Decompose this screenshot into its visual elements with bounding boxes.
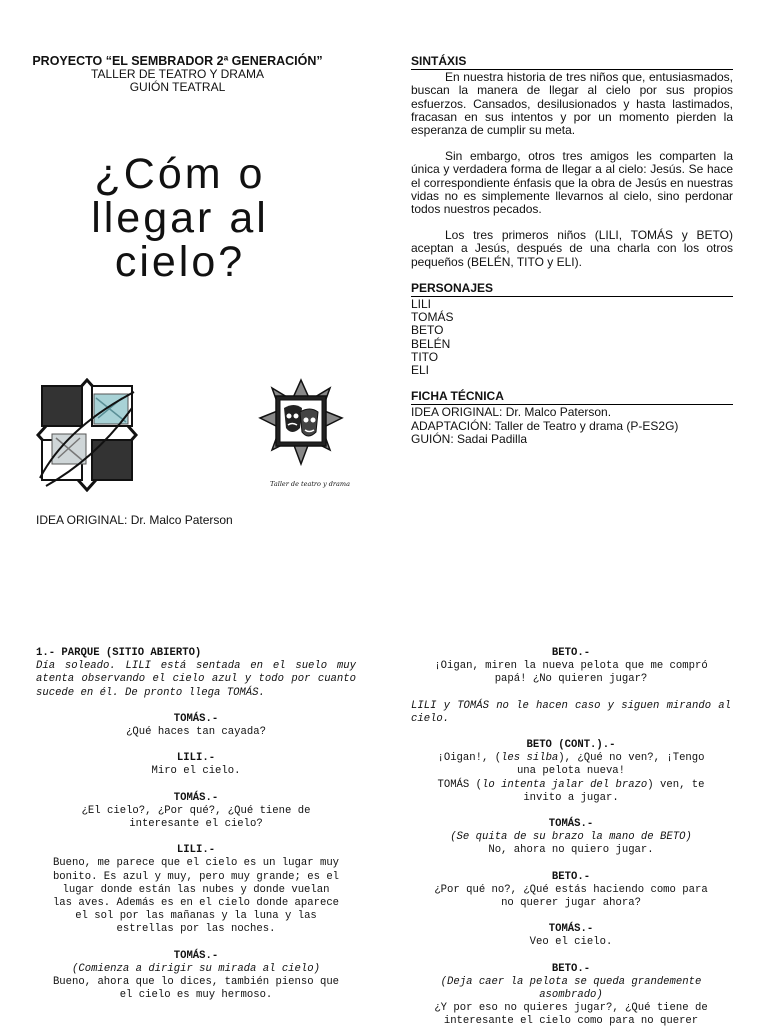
character-cue: LILI.- <box>176 752 216 765</box>
dialogue-line: una pelota nueva! <box>516 765 626 778</box>
dialogue-line: Miro el cielo. <box>151 765 241 778</box>
dialogue-line: ¡Oigan, miren la nueva pelota que me compró <box>434 660 708 673</box>
synopsis-paragraph: Sin embargo, otros tres amigos les comparten la única y verdadera forma de llegar a al cielo: Jesús. Se hace el correspondiente énfasis que la obra de Jesús en nuestras vidas no es simplemente llevarnos al cielo, sino perdonar todos nuestros pecados. <box>411 149 733 217</box>
synopsis-paragraph: En nuestra historia de tres niños que, entusiasmados, buscan la manera de llegar al cielo por sus propios esfuerzos. Cansados, desilusionados y hasta lastimados, fracasan en sus intentos y por un momento pierden la esperanza de cumplir su meta. <box>411 70 733 138</box>
dialogue-line: Bueno, ahora que lo dices, también pienso que <box>52 976 340 989</box>
dialogue-line: papá! ¿No quieren jugar? <box>494 673 648 686</box>
script-type: GUIÓN TEATRAL <box>129 80 226 94</box>
dialogue-line: TOMÁS (lo intenta jalar del brazo) ven, te <box>437 778 705 791</box>
tech-script: GUIÓN: Sadai Padilla <box>411 431 528 446</box>
dialogue-line: Bueno, me parece que el cielo es un lugar muy <box>52 857 340 870</box>
dialogue-line: interesante el cielo? <box>129 818 263 831</box>
dialogue-line: ¿Por qué no?, ¿Qué estás haciendo como para <box>434 883 708 896</box>
dialogue-line: invito a jugar. <box>523 791 619 804</box>
dialogue-line: ¿Qué haces tan cayada? <box>126 726 266 739</box>
character-item: LILI <box>411 297 432 312</box>
synopsis-heading: SINTÁXIS <box>411 55 733 70</box>
character-cue: TOMÁS.- <box>173 712 219 725</box>
character-cue: BETO.- <box>551 870 591 883</box>
dialogue-line: ¿Y por eso no quieres jugar?, ¿Qué tiene de <box>434 1002 708 1015</box>
character-cue: TOMÁS.- <box>173 949 219 962</box>
dialogue-line: ¡Oigan!, (les silba), ¿Qué no ven?, ¡Tengo <box>437 752 705 765</box>
original-idea-credit: IDEA ORIGINAL: Dr. Malco Paterson <box>36 513 233 527</box>
character-cue: BETO (CONT.).- <box>526 739 616 752</box>
play-title <box>40 152 320 284</box>
character-cue: TOMÁS.- <box>173 791 219 804</box>
action-text: Día soleado. LILI está sentada en el suelo muy atenta observando el cielo azul y todo por cuanto sucede en él. De pronto llega TOMÁS. <box>36 660 356 699</box>
parenthetical: (Deja caer la pelota se queda grandemente <box>440 975 702 988</box>
parenthetical: asombrado) <box>539 989 603 1002</box>
play-title-line-3: cielo? <box>114 238 246 286</box>
dialogue-line: No, ahora no quiero jugar. <box>488 844 654 857</box>
dialogue-line: ¿El cielo?, ¿Por qué?, ¿Qué tiene de <box>81 804 311 817</box>
dialogue-line: el sol por las mañanas y la luna y las <box>75 910 317 923</box>
dialogue-line: Veo el cielo. <box>529 936 613 949</box>
play-title-line-1: ¿Cóm o <box>94 150 266 198</box>
script-column-right <box>411 647 731 1029</box>
project-title: PROYECTO “EL SEMBRADOR 2ª GENERACIÓN” <box>32 54 323 68</box>
character-item: TOMÁS <box>411 310 454 325</box>
script-column-left <box>36 647 356 1002</box>
tech-sheet-heading: FICHA TÉCNICA <box>411 390 733 405</box>
dialogue-line: estrellas por las noches. <box>116 923 276 936</box>
character-item: ELI <box>411 363 430 378</box>
tech-idea: IDEA ORIGINAL: Dr. Malco Paterson. <box>411 405 612 420</box>
play-title-line-2: llegar al <box>91 194 269 242</box>
info-column <box>411 55 733 446</box>
theater-masks-logo-icon <box>258 378 344 476</box>
dialogue-line: las aves. Además es en el cielo donde aparece <box>52 897 340 910</box>
character-item: BELÉN <box>411 336 451 351</box>
dialogue-line: lugar donde están las nubes y donde vuelan <box>62 883 330 896</box>
dialogue-line: el cielo es muy hermoso. <box>119 989 273 1002</box>
character-cue: BETO.- <box>551 962 591 975</box>
dialogue-line: no querer jugar ahora? <box>501 897 641 910</box>
character-item: BETO <box>411 323 444 338</box>
scene-heading: 1.- PARQUE (SITIO ABIERTO) <box>36 647 202 659</box>
parenthetical: (Se quita de su brazo la mano de BETO) <box>450 831 692 844</box>
dialogue-line: bonito. Es azul y muy, pero muy grande; es el <box>52 870 340 883</box>
action-text: LILI y TOMÁS no le hacen caso y siguen mirando al cielo. <box>411 699 731 725</box>
character-cue: LILI.- <box>176 844 216 857</box>
tech-adaptation: ADAPTACIÓN: Taller de Teatro y drama (P-ES2G) <box>411 418 679 433</box>
characters-heading: PERSONAJES <box>411 282 733 297</box>
character-item: TITO <box>411 349 439 364</box>
character-cue: TOMÁS.- <box>548 923 594 936</box>
character-cue: TOMÁS.- <box>548 818 594 831</box>
workshop-name: TALLER DE TEATRO Y DRAMA <box>91 67 264 81</box>
dialogue-line: interesante el cielo como para no querer <box>443 1015 699 1028</box>
character-cue: BETO.- <box>551 647 591 659</box>
logo-caption: Taller de teatro y drama <box>270 480 350 488</box>
synopsis-paragraph: Los tres primeros niños (LILI, TOMÁS y BETO) aceptan a Jesús, después de una charla con los otros pequeños (BELÉN, TITO y ELI). <box>411 228 733 269</box>
sembrador-logo-icon <box>36 378 138 492</box>
document-header <box>20 55 335 94</box>
parenthetical: (Comienza a dirigir su mirada al cielo) <box>72 962 320 975</box>
